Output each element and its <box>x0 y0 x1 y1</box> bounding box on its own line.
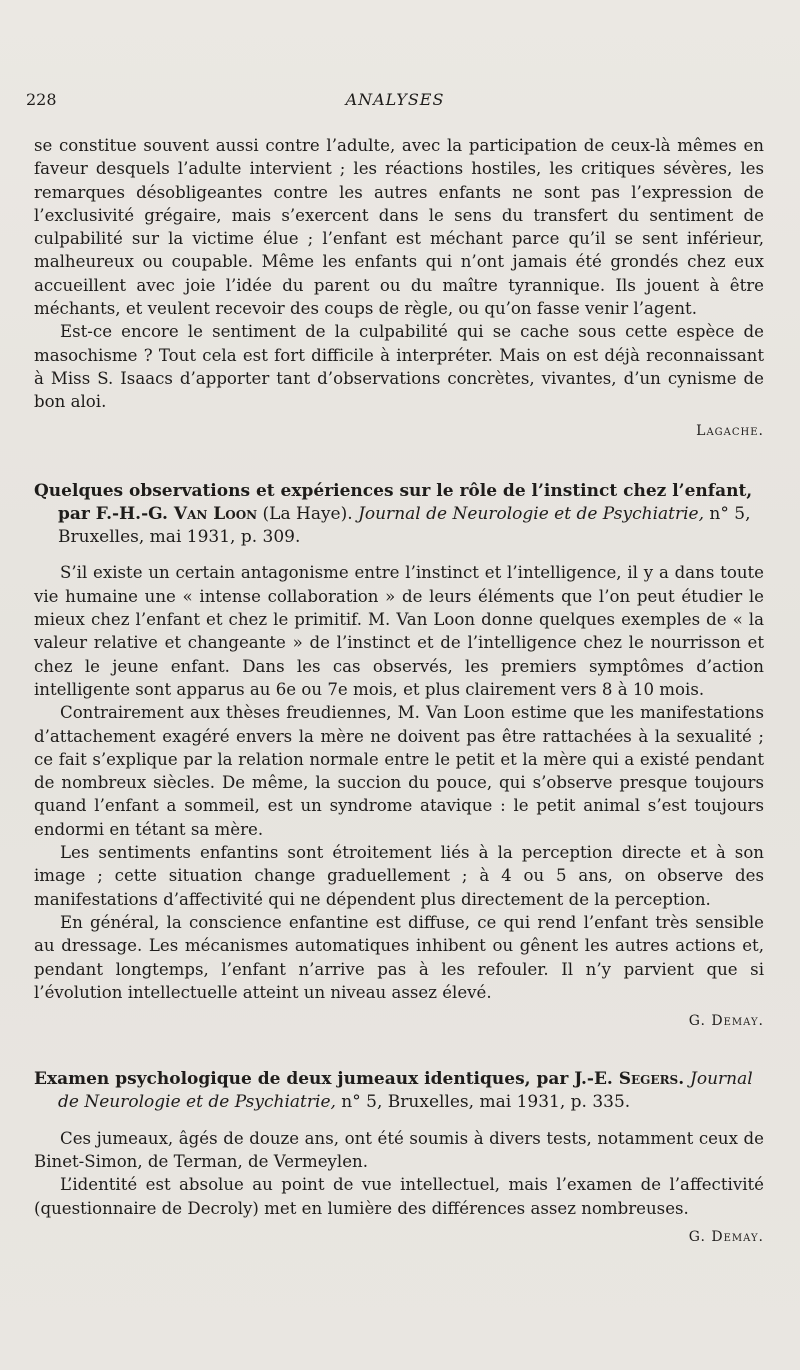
review-lagache <box>34 134 764 442</box>
title-author: Van Loon <box>173 503 258 524</box>
review-title <box>34 1068 764 1115</box>
page-body <box>34 134 764 1248</box>
review-title <box>34 480 764 550</box>
title-reference: n° 5, Bruxelles, mai 1931, p. 335. <box>335 1092 631 1113</box>
title-journal: Journal de Neurologie et de Psychiatrie, <box>358 503 705 524</box>
title-reference: n° 5, Bruxelles, mai 1931, p. 309. <box>58 503 751 548</box>
review-van-loon <box>34 480 764 1033</box>
signature: Lagache. <box>696 422 764 439</box>
title-text: Examen psychologique de deux jumeaux identiques, par J.-E. <box>34 1069 619 1090</box>
title-author: Segers. <box>618 1069 685 1090</box>
paragraph: se constitue souvent aussi contre l’adulte, avec la participation de ceux-là mêmes en faveur desquels l’adulte intervient ; les réactions hostiles, les critiques sévères, les remarques désobligeantes contre les autres enfants ne sont pas l’expression de l’exclusivité grégaire, mais s’exercent dans le sens du transfert du sentiment de culpabilité sur la victime élue ; l’enfant est méchant parce qu’il se sent inférieur, malheureux ou coupable. Même les enfants qui n’ont jamais été grondés chez eux accueillent avec joie l’idée du parent ou du maître tyrannique. Ils jouent à être méchants, et veulent recevoir des coups de règle, ou qu’on fasse venir l’agent. <box>34 136 764 319</box>
paragraph: S’il existe un certain antagonisme entre l’instinct et l’intelligence, il y a dans toute vie humaine une « intense collaboration » de leurs éléments que l’on peut étudier le mieux chez l’enfant et chez le primitif. M. Van Loon donne quelques exemples de « la valeur relative et changeante » de l’instinct et de l’intelligence chez le nourrisson et chez le jeune enfant. Dans les cas observés, les premiers symptômes d’action intelligente sont apparus au 6e ou 7e mois, et plus clairement vers 8 à 10 mois. <box>34 563 764 699</box>
title-journal: Journal de Neurologie et de Psychiatrie, <box>58 1069 753 1113</box>
paragraph: L’identité est absolue au point de vue intellectuel, mais l’examen de l’affectivité (questionnaire de Decroly) met en lumière des différences assez nombreuses. <box>34 1175 764 1218</box>
paragraph: En général, la conscience enfantine est diffuse, ce qui rend l’enfant très sensible au dressage. Les mécanismes automatiques inhibent ou gênent les autres actions et, pendant longtemps, l’enfant n’arrive pas à les refouler. Il n’y parvient que si l’évolution intellectuelle atteint un niveau assez élevé. <box>34 912 764 1002</box>
page-number: 228 <box>26 90 57 109</box>
page-header <box>26 90 764 114</box>
signature: G. Demay. <box>688 1013 764 1030</box>
paragraph: Contrairement aux thèses freudiennes, M. Van Loon estime que les manifestations d’attachement exagéré envers la mère ne doivent pas être rattachées à la sexualité ; ce fait s’explique par la relation normale entre le petit et la mère qui a existé pendant de nombreux siècles. De même, la succion du pouce, qui s’observe presque toujours quand l’enfant a sommeil, est un syndrome atavique : le petit animal s’est toujours endormi en tétant sa mère. <box>34 703 764 839</box>
title-place: (La Haye). <box>257 503 359 524</box>
running-head: ANALYSES <box>345 90 445 109</box>
paragraph: Est-ce encore le sentiment de la culpabilité qui se cache sous cette espèce de masochisme ? Tout cela est fort difficile à interpréter. Mais on est déjà reconnaissant à Miss S. Isaacs d’apporter tant d’observations concrètes, vivantes, d’un cynisme de bon aloi. <box>34 322 764 412</box>
review-segers <box>34 1068 764 1248</box>
title-text: Quelques observations et expériences sur le rôle de l’instinct chez l’enfant, par F.-H.-G. <box>34 480 753 524</box>
signature: G. Demay. <box>688 1228 764 1245</box>
paragraph: Les sentiments enfantins sont étroitement liés à la perception directe et à son image ; cette situation change graduellement ; à 4 ou 5 ans, on observe des manifestations d’affectivité qui ne dépendent plus directement de la perception. <box>34 843 764 909</box>
paragraph: Ces jumeaux, âgés de douze ans, ont été soumis à divers tests, notamment ceux de Binet-Simon, de Terman, de Vermeylen. <box>34 1128 764 1171</box>
